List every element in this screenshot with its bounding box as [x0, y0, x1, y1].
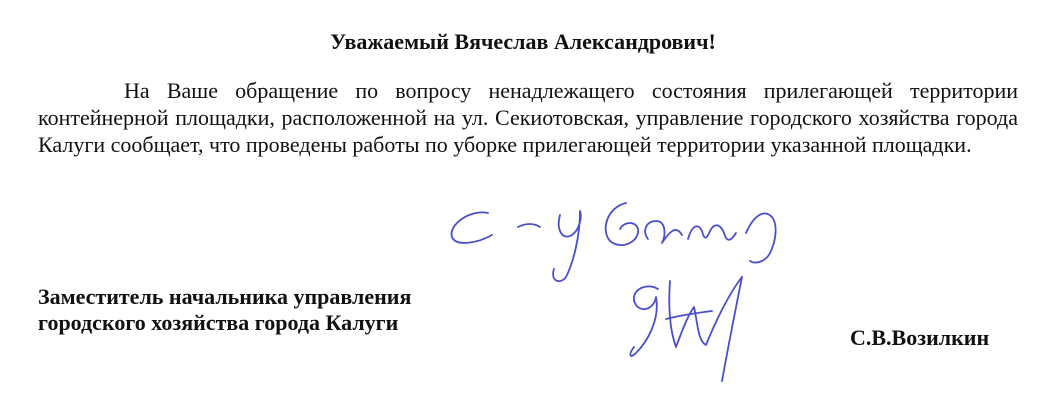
signature-stroke-cross [666, 311, 712, 319]
handwritten-note-stroke-m [688, 225, 736, 240]
handwritten-note-stroke-dash [518, 224, 540, 227]
signer-title-line-2: городского хозяйства города Калуги [38, 310, 399, 335]
signer-name: С.В.Возилкин [850, 325, 990, 350]
handwritten-note-stroke-tail [746, 214, 776, 263]
handwritten-note-stroke-v [606, 203, 639, 245]
handwritten-signature [430, 185, 810, 395]
signer-title-line-1: Заместитель начальника управления [38, 284, 412, 309]
letter-body: На Ваше обращение по вопросу ненадлежащего состояния прилегающей территории контейнерной площадки, расположенной на ул. Секиотовская, управление городского хозяйства города Калуги сообщает, что проведены работы по уборке прилегающей территории указанной площадки. [38, 78, 1018, 157]
signature-stroke-main [630, 286, 658, 355]
signer-title [38, 284, 411, 336]
handwritten-note-stroke-a [645, 221, 682, 243]
handwritten-note-stroke-u [553, 211, 581, 281]
handwritten-note-stroke-c [452, 212, 492, 243]
letter-greeting: Уважаемый Вячеслав Александрович! [330, 29, 716, 54]
